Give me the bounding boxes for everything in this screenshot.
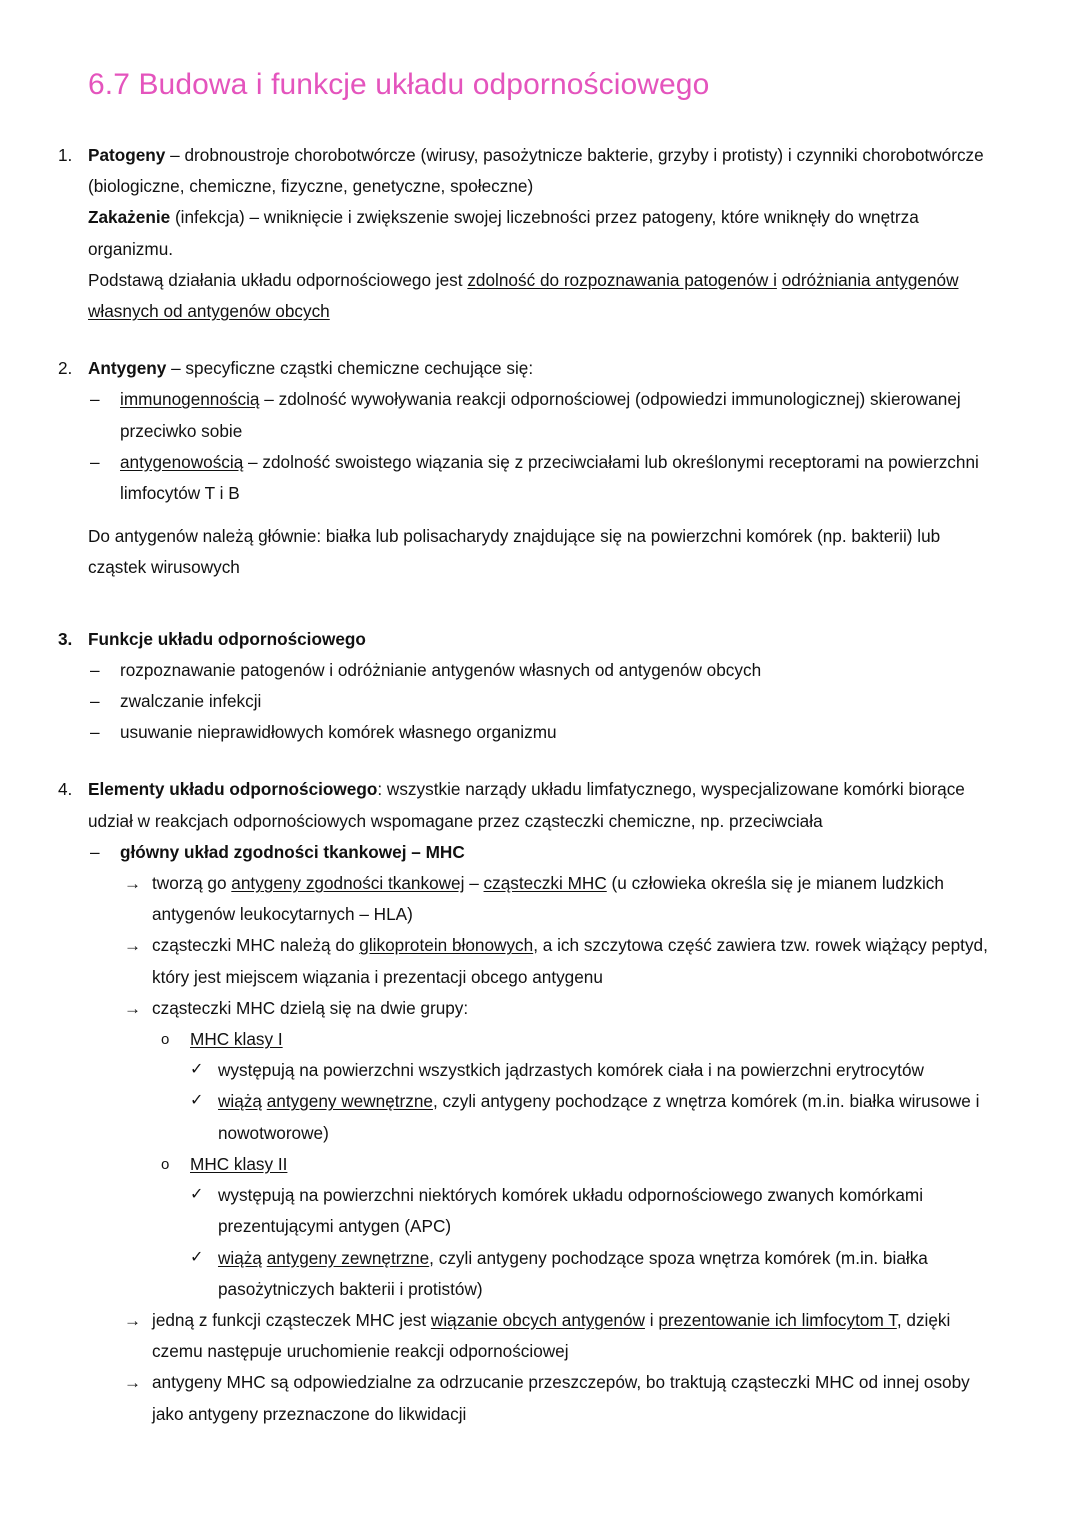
paragraph-tworza-go [152, 868, 998, 930]
check-icon: ✓ [190, 1186, 204, 1204]
heading-mhc-klasy-2 [190, 1149, 998, 1180]
arrow-right-icon: → [124, 874, 141, 894]
text-dash-sep: – [464, 873, 484, 894]
underline-antygeny-zgodnosci: antygeny zgodności tkankowej [231, 873, 465, 894]
spacer [0, 509, 1080, 521]
list-marker-dash: – [90, 659, 100, 680]
spacer [0, 584, 1080, 624]
list-item [0, 774, 1080, 836]
document-body [0, 140, 1080, 1430]
text-odrzucanie-przeszczepow: antygeny MHC są odpowiedzialne za odrzucanie przeszczepów, bo traktują cząsteczki MHC od innej osoby jako antygeny przeznaczone do likwidacji [152, 1372, 970, 1424]
text-immunogennosc-def: – zdolność wywoływania reakcji odpornościowej (odpowiedzi immunologicznej) skierowanej przeciwko sobie [120, 389, 961, 441]
list-item [0, 717, 1080, 748]
list-item [0, 686, 1080, 717]
list-marker-circle: o [161, 1031, 170, 1049]
text-klasa1-cecha2-rest: , czyli antygeny pochodzące z wnętrza komórek (m.in. białka wirusowe i nowotworowe) [218, 1091, 980, 1143]
paragraph-elementy [88, 774, 998, 836]
check-icon: ✓ [190, 1061, 204, 1079]
text-hla-rest: (u człowieka określa się je mianem ludzkich antygenów leukocytarnych – HLA) [152, 873, 944, 925]
list-item [0, 930, 1080, 992]
text-glikoprot-rest: , a ich szczytowa część zawiera tzw. rowek wiążący peptyd, który jest miejscem wiązania i prezentacji obcego antygenu [152, 935, 988, 987]
text-elementy-lead: : wszystkie narządy układu limfatycznego, wyspecjalizowane komórki biorące udział w reakcjach odpornościowych wspomagane przez cząsteczki chemiczne, np. przeciwciała [88, 779, 965, 831]
term-zakazenie: Zakażenie [88, 207, 171, 228]
text-do-antygenow: Do antygenów należą głównie: białka lub polisacharydy znajdujące się na powierzchni komórek (np. bakterii) lub cząstek wirusowych [88, 526, 941, 578]
list-marker-dash: – [90, 451, 100, 472]
list-item [0, 1149, 1080, 1180]
underline-wiaza-1: wiążą [218, 1091, 262, 1112]
term-antygeny: Antygeny [88, 358, 167, 379]
list-item [0, 837, 1080, 868]
text-i-sep: i [644, 1309, 659, 1330]
text-funkcja-3: usuwanie nieprawidłowych komórek własnego organizmu [120, 722, 557, 743]
text-glikoprot-lead: cząsteczki MHC należą do [152, 935, 360, 956]
arrow-right-icon: → [124, 1373, 141, 1393]
underline-wiaza-2: wiążą [218, 1247, 262, 1268]
underline-odroznianie: odróżniania antygenów własnych od antygenów obcych [88, 269, 959, 322]
list-item [0, 993, 1080, 1024]
list-item [0, 1180, 1080, 1242]
text-zakazenie-def: (infekcja) – wniknięcie i zwiększenie swojej liczebności przez patogeny, które wniknęły do wnętrza organizmu. [88, 207, 919, 259]
list-item [0, 447, 1080, 509]
text-antygeny-lead: – specyficzne cząstki chemiczne cechujące się: [166, 358, 534, 379]
underline-antygeny-wewnetrzne: antygeny wewnętrzne [266, 1091, 433, 1112]
list-marker-number: 3. [58, 628, 73, 649]
text-mhc-heading: główny układ zgodności tkankowej – MHC [120, 841, 465, 862]
underline-immunogennoscia: immunogennością [120, 389, 260, 410]
arrow-right-icon: → [124, 998, 141, 1018]
list-item [0, 384, 1080, 446]
underline-mhc-klasy-1: MHC klasy I [190, 1029, 283, 1050]
text-klasa2-cecha2-rest: , czyli antygeny pochodzące spoza wnętrza komórek (m.in. białka pasożytniczych bakterii i protistów) [218, 1247, 928, 1299]
text-klasa1-cecha-1: występują na powierzchni wszystkich jądrzastych komórek ciała i na powierzchni erytrocytów [218, 1060, 924, 1081]
underline-czasteczki-mhc: cząsteczki MHC [483, 873, 607, 894]
underline-antygenowoscia: antygenowością [120, 451, 244, 472]
paragraph-do-antygenow [0, 521, 1080, 583]
list-marker-number: 4. [58, 779, 73, 800]
text-antygenowosc-def: – zdolność swoistego wiązania się z przeciwciałami lub określonymi receptorami na powierzchni limfocytów T i B [120, 451, 979, 504]
list-marker-number: 1. [58, 145, 73, 165]
term-elementy: Elementy układu odpornościowego [88, 779, 378, 800]
list-item [0, 1086, 1080, 1148]
list-marker-circle: o [161, 1155, 170, 1173]
heading-mhc [120, 837, 998, 868]
list-marker-dash: – [90, 722, 100, 743]
underline-wiazanie-obcych: wiązanie obcych antygenów [430, 1309, 645, 1330]
text-patogeny-def: – drobnoustroje chorobotwórcze (wirusy, pasożytnicze bakterie, grzyby i protisty) i czynniki chorobotwórcze (biologiczne, chemiczne, fizyczne, genetyczne, społeczne) [88, 145, 984, 197]
list-item [0, 624, 1080, 655]
list-item [0, 353, 1080, 384]
heading-funkcje [88, 624, 998, 655]
section-1 [0, 140, 1080, 327]
list-item [0, 1367, 1080, 1429]
section-2 [0, 353, 1080, 583]
underline-rozpoznawanie: zdolność do rozpoznawania patogenów i [467, 269, 777, 290]
text-klasa1-cecha-2 [218, 1086, 998, 1148]
term-patogeny: Patogeny [88, 145, 166, 165]
text-podstawa-lead: Podstawą działania układu odpornościowego jest [88, 269, 468, 290]
paragraph-patogeny [88, 140, 998, 202]
list-marker-dash: – [90, 389, 100, 410]
list-marker-dash: – [90, 691, 100, 712]
underline-mhc-klasy-2: MHC klasy II [190, 1153, 288, 1174]
list-item [0, 1305, 1080, 1367]
paragraph-antygeny [88, 353, 998, 384]
list-item [0, 140, 1080, 327]
underline-glikoprotein-blonowych: glikoprotein błonowych [359, 935, 534, 956]
section-4 [0, 774, 1080, 1429]
list-item [0, 868, 1080, 930]
text-tworza-lead: tworzą go [152, 873, 232, 894]
paragraph-zakazenie [88, 202, 998, 264]
paragraph-funkcja-mhc [152, 1305, 998, 1367]
text-funkcje-heading: Funkcje układu odpornościowego [88, 628, 366, 649]
list-item [0, 1243, 1080, 1305]
text-dwie-grupy: cząsteczki MHC dzielą się na dwie grupy: [152, 997, 469, 1018]
underline-antygeny-zewnetrzne: antygeny zewnętrzne [266, 1247, 430, 1268]
text-funkcja-2: zwalczanie infekcji [120, 691, 262, 712]
heading-mhc-klasy-1 [190, 1024, 998, 1055]
list-marker-number: 2. [58, 358, 73, 379]
paragraph-podstawa [88, 265, 998, 327]
spacer [0, 327, 1080, 353]
text-funkcja-mhc-rest: , dzięki czemu następuje uruchomienie reakcji odpornościowej [152, 1309, 951, 1362]
list-item [0, 655, 1080, 686]
paragraph-antygenowosc [120, 447, 998, 509]
page-title: 6.7 Budowa i funkcje układu odpornościowego [88, 68, 710, 102]
list-item [0, 1024, 1080, 1055]
text-klasa2-cecha-1: występują na powierzchni niektórych komórek układu odpornościowego zwanych komórkami prezentującymi antygen (APC) [218, 1185, 924, 1237]
underline-prezentowanie-limfocytom: prezentowanie ich limfocytom T [658, 1309, 897, 1330]
section-3 [0, 624, 1080, 749]
arrow-right-icon: → [124, 936, 141, 956]
check-icon: ✓ [190, 1248, 204, 1266]
text-funkcja-1: rozpoznawanie patogenów i odróżnianie antygenów własnych od antygenów obcych [120, 659, 762, 680]
text-klasa2-cecha-2 [218, 1243, 998, 1305]
check-icon: ✓ [190, 1092, 204, 1110]
list-marker-dash: – [90, 841, 100, 862]
list-item [0, 1055, 1080, 1086]
arrow-right-icon: → [124, 1310, 141, 1330]
paragraph-glikoproteiny [152, 930, 998, 992]
text-funkcja-mhc-lead: jedną z funkcji cząsteczek MHC jest [152, 1309, 431, 1330]
paragraph-immunogennosc [120, 384, 998, 446]
spacer [0, 748, 1080, 774]
